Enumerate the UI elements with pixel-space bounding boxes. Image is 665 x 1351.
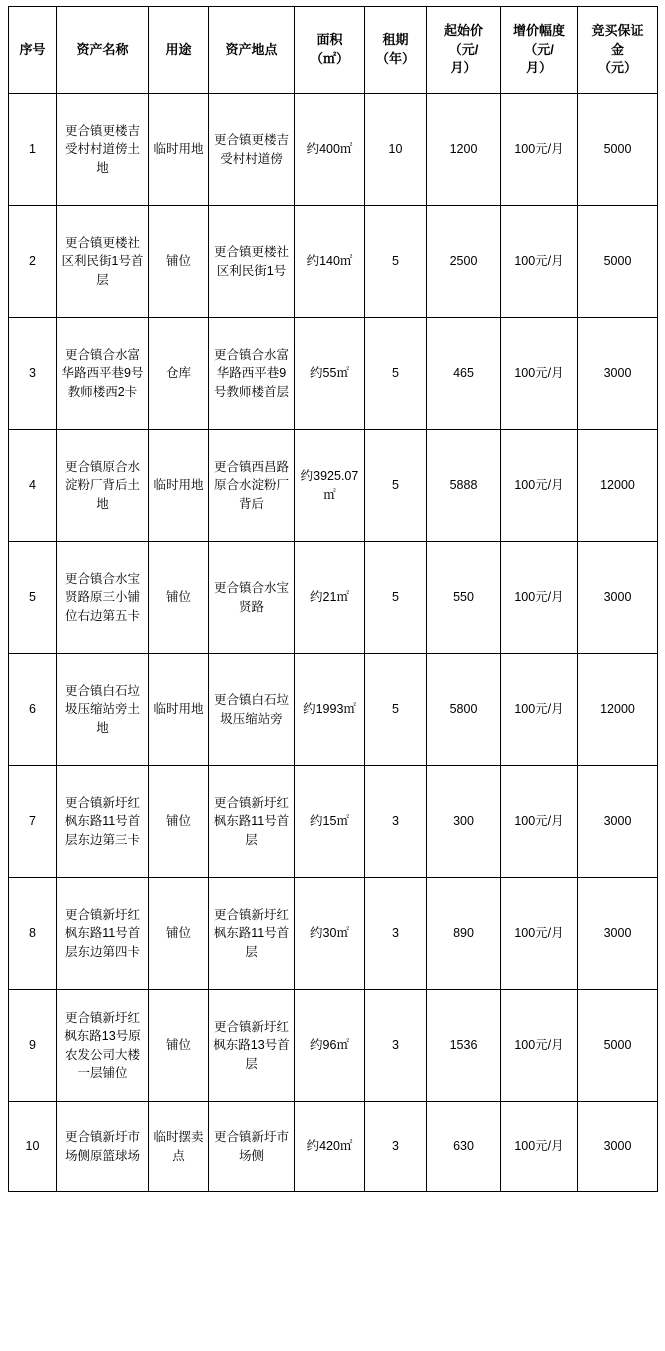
cell-index: 2 xyxy=(9,206,57,318)
column-header-line: 月） xyxy=(450,60,477,76)
cell-area: 约96㎡ xyxy=(295,990,365,1102)
cell-index: 5 xyxy=(9,542,57,654)
table-row xyxy=(9,878,658,990)
table-row xyxy=(9,430,658,542)
column-header-line: 序号 xyxy=(19,41,46,57)
table-row xyxy=(9,654,658,766)
cell-deposit: 5000 xyxy=(578,206,658,318)
column-header-line: 租期 xyxy=(382,32,409,48)
cell-location: 更合镇新圩红枫东路11号首层 xyxy=(209,878,295,990)
cell-index: 8 xyxy=(9,878,57,990)
cell-usage: 临时摆卖点 xyxy=(149,1102,209,1192)
cell-start_price: 550 xyxy=(427,542,501,654)
cell-index: 3 xyxy=(9,318,57,430)
cell-index: 1 xyxy=(9,94,57,206)
column-header-line: 面积 xyxy=(316,32,343,48)
cell-asset_name: 更合镇合水宝贤路原三小铺位右边第五卡 xyxy=(57,542,149,654)
table-body xyxy=(9,94,658,1192)
column-header-line: 资产地点 xyxy=(225,41,278,57)
cell-term: 5 xyxy=(365,654,427,766)
cell-term: 5 xyxy=(365,318,427,430)
cell-increment: 100元/月 xyxy=(501,878,578,990)
cell-term: 3 xyxy=(365,990,427,1102)
column-header-line: 金 xyxy=(610,41,624,57)
column-header-line: 竞买保证 xyxy=(591,22,644,38)
cell-location: 更合镇更楼社区利民街1号 xyxy=(209,206,295,318)
column-header-line: 用途 xyxy=(165,41,192,57)
table-header xyxy=(9,7,658,94)
cell-usage: 临时用地 xyxy=(149,94,209,206)
cell-asset_name: 更合镇白石垃圾压缩站旁土地 xyxy=(57,654,149,766)
table-row xyxy=(9,206,658,318)
cell-usage: 临时用地 xyxy=(149,654,209,766)
cell-increment: 100元/月 xyxy=(501,206,578,318)
table-row xyxy=(9,94,658,206)
cell-location: 更合镇合水宝贤路 xyxy=(209,542,295,654)
table-row xyxy=(9,542,658,654)
cell-start_price: 1200 xyxy=(427,94,501,206)
cell-increment: 100元/月 xyxy=(501,654,578,766)
cell-increment: 100元/月 xyxy=(501,542,578,654)
cell-usage: 铺位 xyxy=(149,878,209,990)
cell-deposit: 12000 xyxy=(578,430,658,542)
cell-index: 7 xyxy=(9,766,57,878)
table-row xyxy=(9,990,658,1102)
cell-usage: 铺位 xyxy=(149,766,209,878)
cell-deposit: 3000 xyxy=(578,1102,658,1192)
cell-deposit: 12000 xyxy=(578,654,658,766)
cell-usage: 铺位 xyxy=(149,990,209,1102)
cell-term: 10 xyxy=(365,94,427,206)
header-row xyxy=(9,7,658,94)
cell-start_price: 5888 xyxy=(427,430,501,542)
cell-usage: 临时用地 xyxy=(149,430,209,542)
cell-area: 约30㎡ xyxy=(295,878,365,990)
cell-deposit: 3000 xyxy=(578,318,658,430)
table-row xyxy=(9,766,658,878)
column-header-line: 增价幅度 xyxy=(512,22,565,38)
column-header-line: （元） xyxy=(597,60,637,76)
table-row xyxy=(9,318,658,430)
column-header-line: （元/ xyxy=(524,41,554,57)
column-header-index xyxy=(9,7,57,94)
cell-area: 约15㎡ xyxy=(295,766,365,878)
cell-start_price: 300 xyxy=(427,766,501,878)
cell-increment: 100元/月 xyxy=(501,94,578,206)
cell-location: 更合镇新圩红枫东路11号首层 xyxy=(209,766,295,878)
column-header-asset_name xyxy=(57,7,149,94)
cell-area: 约21㎡ xyxy=(295,542,365,654)
column-header-location xyxy=(209,7,295,94)
cell-area: 约400㎡ xyxy=(295,94,365,206)
asset-table xyxy=(8,6,658,1192)
cell-deposit: 3000 xyxy=(578,542,658,654)
cell-location: 更合镇更楼吉受村村道傍 xyxy=(209,94,295,206)
cell-start_price: 1536 xyxy=(427,990,501,1102)
cell-area: 约55㎡ xyxy=(295,318,365,430)
column-header-line: 起始价 xyxy=(443,22,483,38)
cell-term: 3 xyxy=(365,878,427,990)
cell-deposit: 3000 xyxy=(578,878,658,990)
cell-asset_name: 更合镇原合水淀粉厂背后土地 xyxy=(57,430,149,542)
cell-asset_name: 更合镇合水富华路西平巷9号教师楼西2卡 xyxy=(57,318,149,430)
cell-asset_name: 更合镇新圩市场侧原篮球场 xyxy=(57,1102,149,1192)
cell-deposit: 3000 xyxy=(578,766,658,878)
cell-index: 10 xyxy=(9,1102,57,1192)
cell-start_price: 5800 xyxy=(427,654,501,766)
cell-term: 3 xyxy=(365,1102,427,1192)
cell-area: 约1993㎡ xyxy=(295,654,365,766)
column-header-term xyxy=(365,7,427,94)
cell-increment: 100元/月 xyxy=(501,430,578,542)
column-header-deposit xyxy=(578,7,658,94)
cell-start_price: 890 xyxy=(427,878,501,990)
table-row xyxy=(9,1102,658,1192)
cell-usage: 铺位 xyxy=(149,542,209,654)
column-header-area xyxy=(295,7,365,94)
cell-increment: 100元/月 xyxy=(501,766,578,878)
column-header-increment xyxy=(501,7,578,94)
cell-asset_name: 更合镇新圩红枫东路13号原农发公司大楼一层铺位 xyxy=(57,990,149,1102)
column-header-line: 资产名称 xyxy=(76,41,129,57)
cell-term: 5 xyxy=(365,206,427,318)
cell-area: 约3925.07㎡ xyxy=(295,430,365,542)
column-header-line: （年） xyxy=(375,51,415,66)
cell-location: 更合镇白石垃圾压缩站旁 xyxy=(209,654,295,766)
cell-index: 6 xyxy=(9,654,57,766)
cell-index: 4 xyxy=(9,430,57,542)
column-header-line: 月） xyxy=(525,60,552,76)
column-header-start_price xyxy=(427,7,501,94)
cell-term: 3 xyxy=(365,766,427,878)
cell-start_price: 465 xyxy=(427,318,501,430)
cell-start_price: 630 xyxy=(427,1102,501,1192)
cell-index: 9 xyxy=(9,990,57,1102)
column-header-line: （㎡） xyxy=(309,51,349,66)
cell-increment: 100元/月 xyxy=(501,990,578,1102)
cell-term: 5 xyxy=(365,430,427,542)
cell-area: 约420㎡ xyxy=(295,1102,365,1192)
cell-area: 约140㎡ xyxy=(295,206,365,318)
cell-start_price: 2500 xyxy=(427,206,501,318)
cell-asset_name: 更合镇新圩红枫东路11号首层东边第四卡 xyxy=(57,878,149,990)
cell-deposit: 5000 xyxy=(578,990,658,1102)
column-header-usage xyxy=(149,7,209,94)
cell-location: 更合镇合水富华路西平巷9号教师楼首层 xyxy=(209,318,295,430)
cell-location: 更合镇新圩红枫东路13号首层 xyxy=(209,990,295,1102)
cell-increment: 100元/月 xyxy=(501,318,578,430)
cell-location: 更合镇新圩市场侧 xyxy=(209,1102,295,1192)
cell-increment: 100元/月 xyxy=(501,1102,578,1192)
cell-usage: 铺位 xyxy=(149,206,209,318)
cell-asset_name: 更合镇更楼社区利民街1号首层 xyxy=(57,206,149,318)
cell-deposit: 5000 xyxy=(578,94,658,206)
cell-location: 更合镇西昌路原合水淀粉厂背后 xyxy=(209,430,295,542)
cell-asset_name: 更合镇更楼吉受村村道傍土地 xyxy=(57,94,149,206)
cell-usage: 仓库 xyxy=(149,318,209,430)
cell-term: 5 xyxy=(365,542,427,654)
cell-asset_name: 更合镇新圩红枫东路11号首层东边第三卡 xyxy=(57,766,149,878)
column-header-line: （元/ xyxy=(448,41,479,57)
